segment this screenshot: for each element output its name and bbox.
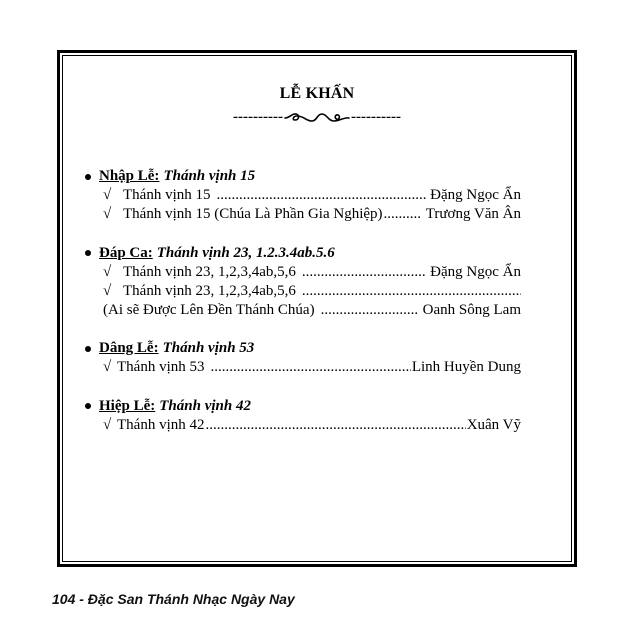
item-title: Thánh vịnh 42 bbox=[117, 416, 205, 433]
check-icon: √ bbox=[103, 359, 112, 375]
item-title: Thánh vịnh 23, 1,2,3,4ab,5,6 bbox=[123, 282, 296, 299]
section-label: Dâng Lễ: bbox=[99, 340, 159, 356]
section-communion bbox=[84, 397, 521, 435]
section-entrance bbox=[84, 167, 521, 224]
section-heading bbox=[84, 167, 521, 186]
ornament-dashes-right: ---------- bbox=[351, 109, 401, 125]
ornament-dashes-left: ---------- bbox=[233, 109, 283, 125]
section-responsorial bbox=[84, 244, 521, 320]
mass-program-list bbox=[84, 167, 521, 435]
page-footer: 104 - Đặc San Thánh Nhạc Ngày Nay bbox=[52, 591, 295, 607]
bullet-icon bbox=[85, 174, 91, 180]
check-icon: √ bbox=[103, 263, 112, 280]
bullet-icon bbox=[85, 346, 91, 352]
leader-dots bbox=[211, 358, 411, 377]
check-icon: √ bbox=[103, 206, 112, 222]
item-title: Thánh vịnh 53 bbox=[117, 359, 205, 375]
leader-dots bbox=[302, 263, 426, 282]
list-item bbox=[84, 416, 521, 435]
section-psalm: Thánh vịnh 53 bbox=[162, 340, 255, 356]
page-title: LỄ KHẤN bbox=[279, 85, 355, 102]
section-label: Hiệp Lễ: bbox=[99, 397, 156, 414]
list-item bbox=[84, 186, 521, 205]
section-psalm: Thánh vịnh 42 bbox=[159, 397, 251, 414]
section-offertory bbox=[84, 339, 521, 377]
item-composer: Đặng Ngọc Ẩn bbox=[430, 187, 521, 203]
section-label: Đáp Ca: bbox=[99, 244, 153, 261]
item-composer: Xuân Vỹ bbox=[466, 416, 521, 433]
item-title: Thánh vịnh 15 bbox=[123, 187, 211, 203]
item-title: Thánh vịnh 15 (Chúa Là Phần Gia Nghiệp) bbox=[123, 206, 383, 222]
scroll-ornament-icon bbox=[284, 110, 350, 124]
bullet-icon bbox=[85, 403, 91, 409]
item-composer: Linh Huyền Dung bbox=[411, 359, 521, 375]
leader-dots bbox=[302, 282, 521, 301]
leader-dots bbox=[217, 186, 427, 205]
section-label: Nhập Lễ: bbox=[99, 168, 160, 184]
item-composer: Oanh Sông Lam bbox=[422, 301, 521, 318]
list-item bbox=[84, 263, 521, 282]
check-icon: √ bbox=[103, 187, 112, 203]
item-composer: Trương Văn Ân bbox=[425, 206, 521, 222]
section-psalm: Thánh vịnh 23, 1.2.3.4ab.5.6 bbox=[156, 244, 335, 261]
item-title: Thánh vịnh 23, 1,2,3,4ab,5,6 bbox=[123, 263, 296, 280]
bullet-icon bbox=[85, 250, 91, 256]
leader-dots bbox=[321, 301, 419, 320]
item-composer: Đặng Ngọc Ẩn bbox=[430, 263, 521, 280]
section-psalm: Thánh vịnh 15 bbox=[163, 168, 256, 184]
section-heading bbox=[84, 339, 521, 358]
list-item bbox=[84, 282, 521, 301]
leader-dots bbox=[206, 416, 466, 435]
section-heading bbox=[84, 397, 521, 416]
check-icon: √ bbox=[103, 282, 112, 299]
section-heading bbox=[84, 244, 521, 263]
check-icon: √ bbox=[103, 416, 112, 433]
list-item bbox=[84, 358, 521, 377]
item-subtitle: (Ai sẽ Được Lên Đền Thánh Chúa) bbox=[103, 301, 315, 318]
list-item bbox=[84, 205, 521, 224]
list-item-continuation bbox=[84, 301, 521, 320]
leader-dots bbox=[384, 205, 422, 224]
title-ornament bbox=[57, 108, 577, 126]
